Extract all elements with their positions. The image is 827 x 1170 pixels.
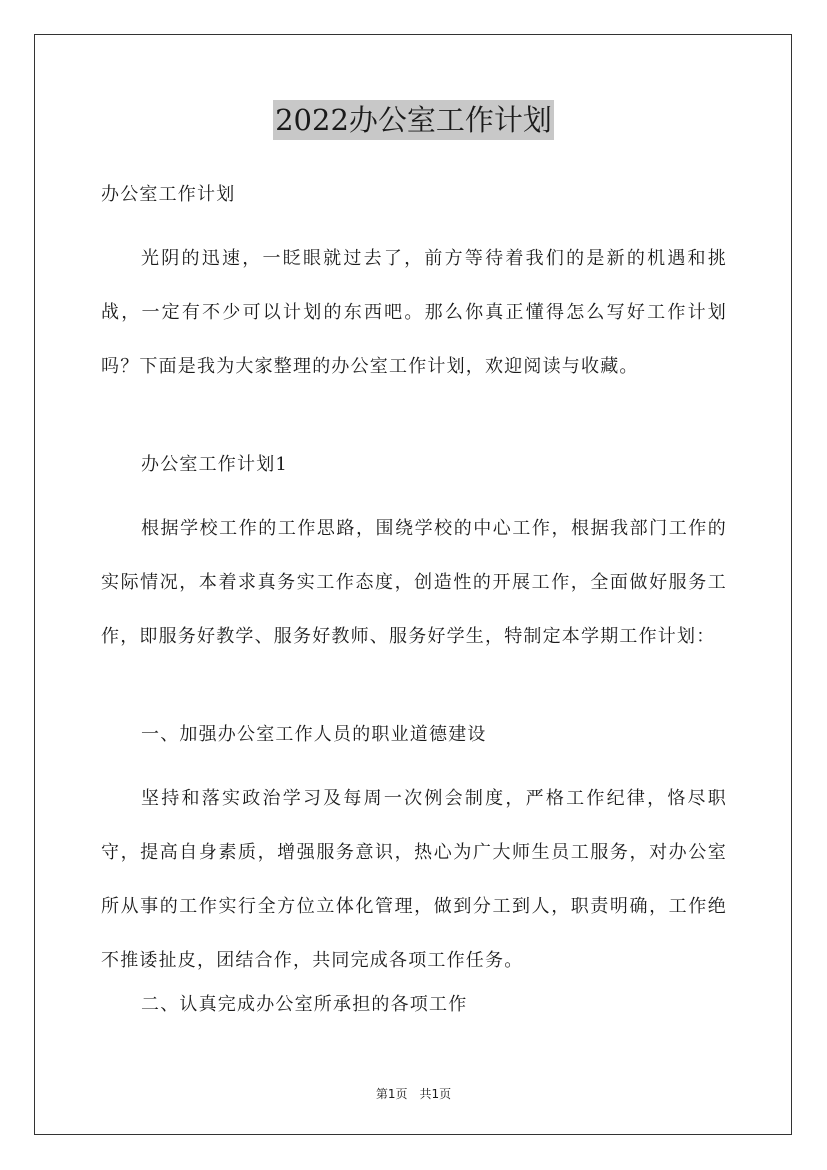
paragraph-heading: 办公室工作计划 <box>101 184 236 205</box>
paragraph-plan-1: 根据学校工作的工作思路，围绕学校的中心工作，根据我部门工作的实际情况，本着求真务实工作态度，创造性的开展工作，全面做好服务工作，即服务好教学、服务好教师、服务好学生，特制定本学期工作计划： <box>101 518 727 647</box>
section-heading-2: 二、认真完成办公室所承担的各项工作 <box>141 994 468 1015</box>
page-footer <box>0 1085 827 1102</box>
paragraph-section-1: 坚持和落实政治学习及每周一次例会制度，严格工作纪律，恪尽职守，提高自身素质，增强服务意识，热心为广大师生员工服务，对办公室所从事的工作实行全方位立体化管理，做到分工到人，职责明确，工作绝不推诿扯皮，团结合作，共同完成各项工作任务。 <box>101 788 727 971</box>
paragraph-intro: 光阴的迅速，一眨眼就过去了，前方等待着我们的是新的机遇和挑战，一定有不少可以计划的东西吧。那么你真正懂得怎么写好工作计划吗？下面是我为大家整理的办公室工作计划，欢迎阅读与收藏。 <box>101 248 727 377</box>
document-title-text: 2022办公室工作计划 <box>273 100 554 140</box>
page-number-label: 第1页 共1页 <box>375 1087 452 1101</box>
section-heading-1: 一、加强办公室工作人员的职业道德建设 <box>141 724 487 745</box>
section-heading-plan-1: 办公室工作计划1 <box>141 454 289 475</box>
document-title <box>0 100 827 140</box>
